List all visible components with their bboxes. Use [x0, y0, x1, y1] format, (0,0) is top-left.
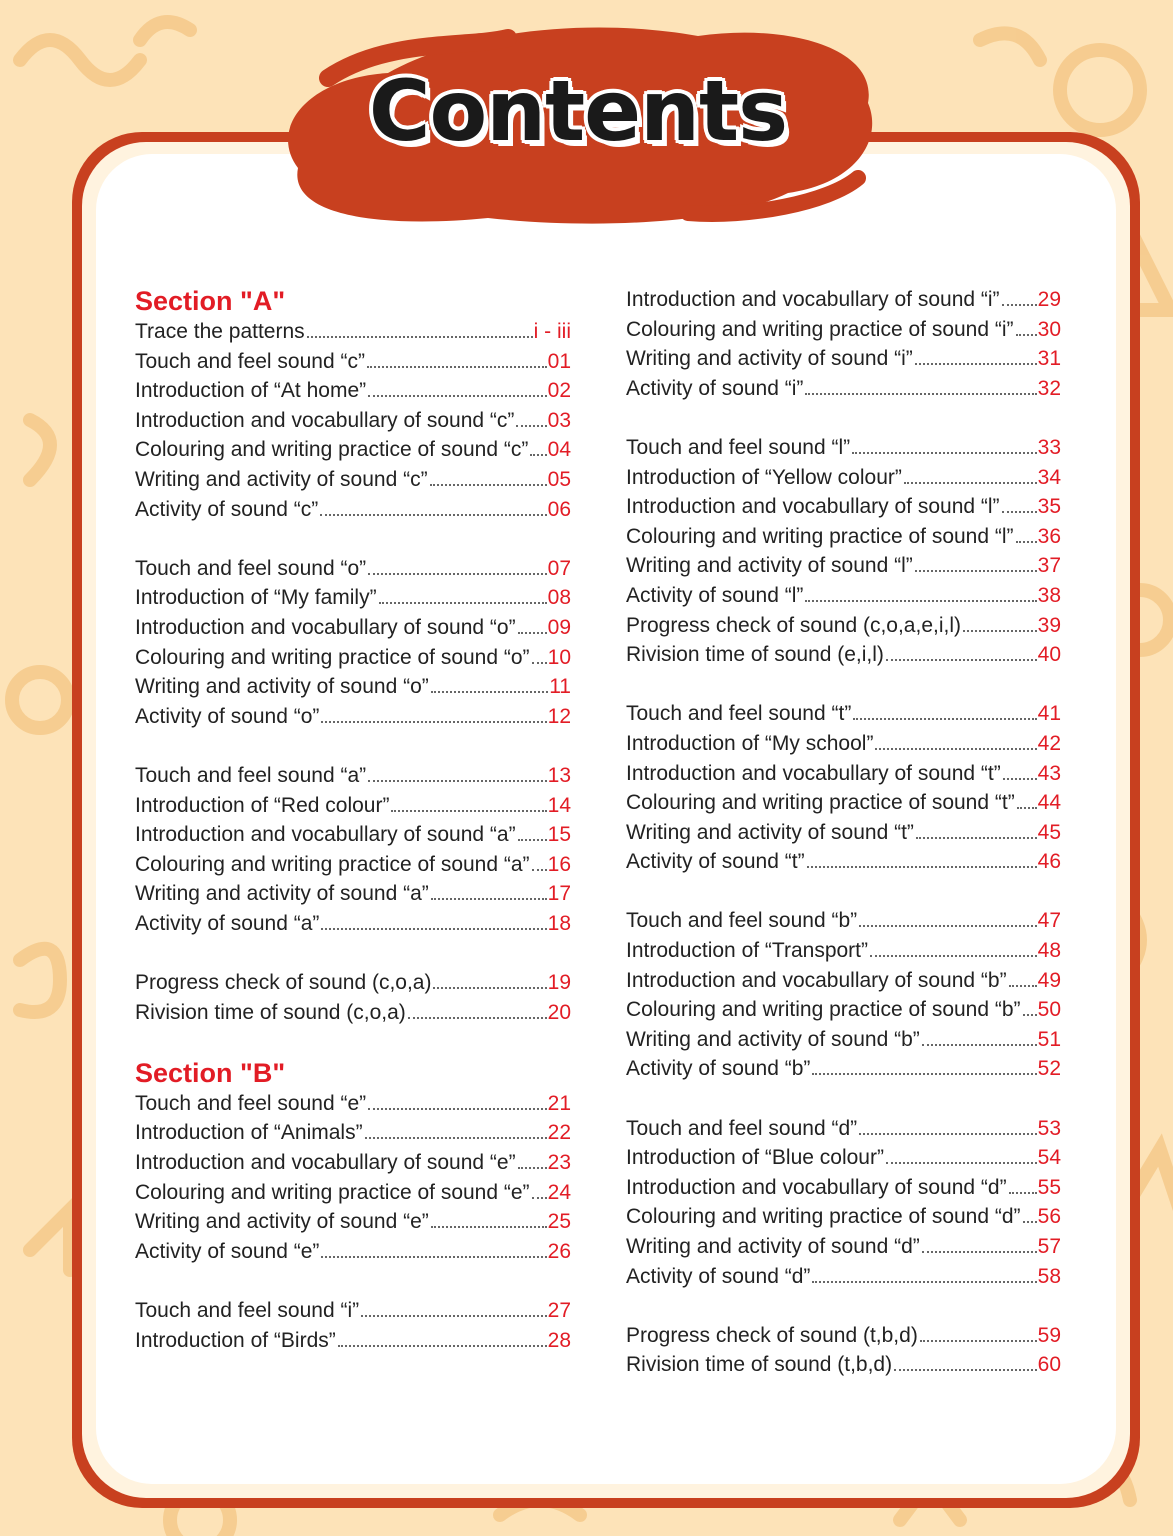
toc-entry-page-number: 27 [547, 1299, 571, 1322]
toc-entry-title: Rivision time of sound (e,i,l) [626, 643, 884, 667]
spacer [626, 1291, 1061, 1321]
toc-entry-title: Introduction of “Yellow colour” [626, 465, 902, 489]
toc-entry-title: Progress check of sound (t,b,d) [626, 1323, 918, 1347]
toc-entry-page-number: 12 [547, 704, 571, 728]
toc-entry-title: Colouring and writing practice of sound “e” [135, 1180, 530, 1204]
toc-entry-page-number: 13 [547, 763, 571, 787]
toc-entry [626, 1054, 1061, 1084]
toc-entry [626, 847, 1061, 877]
dot-leader [1016, 541, 1037, 543]
toc-entry-page-number: 38 [1037, 583, 1061, 607]
toc-entry [135, 613, 571, 643]
dot-leader [430, 484, 547, 486]
toc-entry-page-number: 49 [1037, 968, 1061, 992]
toc-entry [626, 1262, 1061, 1292]
dot-leader [886, 1162, 1037, 1164]
dot-leader [1016, 334, 1037, 336]
toc-entry-page-number: 57 [1037, 1235, 1061, 1258]
toc-entry-page-number: 10 [547, 645, 571, 669]
toc-entry-page-number: 54 [1037, 1146, 1061, 1170]
toc-entry [135, 406, 571, 436]
dot-leader [321, 1256, 546, 1258]
toc-entry [626, 818, 1061, 848]
toc-entry [135, 1237, 571, 1267]
toc-entry-page-number: 39 [1037, 613, 1061, 637]
dot-leader [431, 1226, 547, 1228]
toc-entry-page-number: 19 [547, 971, 571, 995]
toc-entry [135, 791, 571, 821]
toc-entry-title: Touch and feel sound “e” [135, 1091, 367, 1115]
page-title: Contents [368, 62, 788, 160]
toc-entry [626, 463, 1061, 493]
toc-entry-title: Writing and activity of sound “o” [135, 675, 429, 699]
toc-entry [626, 611, 1061, 641]
toc-entry [626, 1202, 1061, 1232]
toc-entry-title: Colouring and writing practice of sound “a” [135, 852, 530, 876]
contents-column-right [626, 285, 1061, 1380]
toc-entry [626, 433, 1061, 463]
toc-entry-title: Progress check of sound (c,o,a,e,i,l) [626, 613, 961, 637]
toc-entry-page-number: 31 [1037, 347, 1061, 371]
dot-leader [1002, 304, 1037, 306]
dot-leader [915, 570, 1037, 572]
dot-leader [307, 336, 533, 338]
toc-entry-title: Activity of sound “l” [626, 583, 804, 607]
toc-entry [135, 465, 571, 495]
dot-leader [518, 1167, 547, 1169]
toc-entry-title: Touch and feel sound “i” [135, 1299, 360, 1322]
toc-entry-title: Writing and activity of sound “e” [135, 1210, 429, 1234]
toc-entry [626, 1232, 1061, 1262]
toc-entry [626, 640, 1061, 670]
toc-entry-title: Writing and activity of sound “c” [135, 467, 428, 491]
toc-entry-page-number: 42 [1037, 731, 1061, 755]
toc-entry-page-number: 08 [547, 586, 571, 610]
toc-entry [626, 344, 1061, 374]
toc-entry-page-number: 22 [547, 1121, 571, 1145]
toc-entry [135, 1148, 571, 1178]
toc-entry-title: Activity of sound “t” [626, 850, 805, 874]
toc-entry-page-number: 43 [1037, 761, 1061, 785]
toc-entry-page-number: 20 [547, 1000, 571, 1024]
toc-entry-page-number: 17 [547, 882, 571, 906]
toc-entry [135, 554, 571, 584]
spacer [135, 1266, 571, 1296]
toc-entry-title: Colouring and writing practice of sound “c” [135, 438, 529, 462]
dot-leader [408, 1017, 547, 1019]
toc-entry [626, 1143, 1061, 1173]
toc-entry-page-number: 15 [547, 823, 571, 847]
toc-entry-page-number: 24 [547, 1180, 571, 1204]
toc-entry-page-number: 29 [1037, 288, 1061, 311]
toc-entry [626, 1025, 1061, 1055]
toc-entry-title: Activity of sound “e” [135, 1239, 320, 1263]
dot-leader [431, 691, 548, 693]
toc-entry [135, 347, 571, 377]
toc-entry [626, 729, 1061, 759]
dot-leader [805, 600, 1036, 602]
spacer [626, 403, 1061, 433]
dot-leader [532, 1197, 547, 1199]
toc-entry-title: Colouring and writing practice of sound “d” [626, 1205, 1021, 1229]
toc-entry-title: Rivision time of sound (t,b,d) [626, 1353, 893, 1377]
toc-entry-page-number: 30 [1037, 317, 1061, 341]
dot-leader [894, 1369, 1037, 1371]
dot-leader [516, 425, 546, 427]
toc-entry-title: Writing and activity of sound “i” [626, 347, 913, 371]
dot-leader [805, 393, 1036, 395]
toc-entry-page-number: 52 [1037, 1057, 1061, 1081]
toc-entry-page-number: 07 [547, 556, 571, 580]
toc-entry [135, 583, 571, 613]
toc-entry-title: Activity of sound “c” [135, 497, 319, 521]
toc-entry-title: Activity of sound “b” [626, 1057, 811, 1081]
toc-entry-title: Touch and feel sound “a” [135, 763, 367, 787]
toc-entry-title: Writing and activity of sound “t” [626, 820, 914, 844]
dot-leader [904, 482, 1037, 484]
toc-entry [135, 998, 571, 1028]
dot-leader [368, 780, 546, 782]
toc-entry-page-number: 48 [1037, 939, 1061, 963]
toc-entry-page-number: 58 [1037, 1264, 1061, 1288]
toc-entry-title: Introduction and vocabullary of sound “a” [135, 823, 516, 847]
toc-entry [135, 1178, 571, 1208]
toc-entry-title: Colouring and writing practice of sound “i” [626, 317, 1014, 341]
toc-entry-page-number: 55 [1037, 1175, 1061, 1199]
dot-leader [886, 659, 1037, 661]
toc-entry-title: Introduction and vocabullary of sound “d” [626, 1175, 1007, 1199]
toc-entry-page-number: 05 [547, 467, 571, 491]
dot-leader [391, 810, 546, 812]
toc-entry-page-number: 25 [547, 1210, 571, 1234]
toc-entry [626, 1114, 1061, 1144]
toc-entry-title: Introduction of “Blue colour” [626, 1146, 884, 1170]
dot-leader [1023, 1221, 1037, 1223]
toc-entry-page-number: i - iii [533, 320, 571, 343]
toc-entry-title: Activity of sound “o” [135, 704, 320, 728]
toc-entry [626, 936, 1061, 966]
dot-leader [365, 1137, 547, 1139]
toc-entry-page-number: 09 [547, 615, 571, 639]
dot-leader [853, 718, 1036, 720]
toc-entry-page-number: 44 [1037, 791, 1061, 815]
section-heading: Section "B" [135, 1057, 286, 1088]
toc-entry [135, 1089, 571, 1119]
toc-entry-page-number: 45 [1037, 820, 1061, 844]
dot-leader [518, 632, 547, 634]
toc-entry [626, 1321, 1061, 1351]
toc-entry [135, 1118, 571, 1148]
toc-entry-title: Introduction of “My family” [135, 586, 377, 610]
toc-entry-title: Touch and feel sound “d” [626, 1116, 858, 1140]
toc-entry [626, 906, 1061, 936]
toc-entry-page-number: 23 [547, 1151, 571, 1175]
toc-entry [626, 1350, 1061, 1380]
toc-entry-title: Introduction and vocabullary of sound “e” [135, 1151, 516, 1175]
toc-entry-page-number: 41 [1037, 702, 1061, 726]
toc-entry [135, 879, 571, 909]
toc-entry-page-number: 50 [1037, 998, 1061, 1022]
toc-entry-title: Touch and feel sound “l” [626, 435, 851, 459]
toc-entry-title: Touch and feel sound “o” [135, 556, 367, 580]
dot-leader [875, 748, 1036, 750]
dot-leader [320, 514, 546, 516]
toc-entry-title: Introduction and vocabullary of sound “b” [626, 968, 1007, 992]
toc-entry-page-number: 26 [547, 1239, 571, 1263]
toc-entry-title: Introduction of “Transport” [626, 939, 868, 963]
toc-entry-page-number: 36 [1037, 524, 1061, 548]
dot-leader [916, 837, 1037, 839]
spacer [135, 1027, 571, 1057]
toc-entry-title: Writing and activity of sound “b” [626, 1027, 920, 1051]
toc-entry-title: Introduction and vocabullary of sound “c” [135, 408, 515, 432]
toc-entry-title: Touch and feel sound “t” [626, 702, 852, 726]
dot-leader [1009, 985, 1037, 987]
toc-entry [135, 376, 571, 406]
toc-entry [626, 285, 1061, 315]
dot-leader [812, 1281, 1036, 1283]
toc-entry-page-number: 14 [547, 793, 571, 817]
toc-entry [135, 761, 571, 791]
dot-leader [379, 602, 547, 604]
dot-leader [859, 925, 1036, 927]
toc-entry-page-number: 32 [1037, 376, 1061, 400]
toc-entry-title: Introduction and vocabullary of sound “o” [135, 615, 516, 639]
spacer [135, 938, 571, 968]
spacer [135, 524, 571, 554]
dot-leader [812, 1073, 1036, 1075]
dot-leader [807, 866, 1037, 868]
toc-entry [135, 643, 571, 673]
toc-entry-title: Introduction of “Animals” [135, 1121, 363, 1145]
toc-entry-title: Writing and activity of sound “d” [626, 1235, 920, 1258]
dot-leader [963, 630, 1037, 632]
toc-entry [135, 820, 571, 850]
toc-entry-title: Writing and activity of sound “a” [135, 882, 429, 906]
toc-entry-page-number: 33 [1037, 435, 1061, 459]
dot-leader [431, 898, 547, 900]
spacer [626, 877, 1061, 907]
toc-entry-title: Colouring and writing practice of sound “l” [626, 524, 1014, 548]
toc-entry-title: Introduction of “Red colour” [135, 793, 390, 817]
spacer [626, 670, 1061, 700]
spacer [135, 731, 571, 761]
toc-entry-page-number: 47 [1037, 909, 1061, 933]
dot-leader [518, 839, 547, 841]
toc-entry [626, 788, 1061, 818]
toc-entry-page-number: 60 [1037, 1353, 1061, 1377]
toc-entry-title: Touch and feel sound “c” [135, 349, 365, 373]
toc-entry [135, 317, 571, 347]
toc-entry-title: Colouring and writing practice of sound “t” [626, 791, 1015, 815]
dot-leader [915, 363, 1037, 365]
toc-entry-page-number: 34 [1037, 465, 1061, 489]
toc-entry-page-number: 03 [547, 408, 571, 432]
toc-entry [626, 1173, 1061, 1203]
toc-entry-title: Activity of sound “a” [135, 911, 320, 935]
dot-leader [321, 928, 546, 930]
toc-entry-page-number: 18 [547, 911, 571, 935]
toc-entry [626, 759, 1061, 789]
toc-entry [626, 699, 1061, 729]
toc-entry-page-number: 51 [1037, 1027, 1061, 1051]
toc-entry [626, 581, 1061, 611]
dot-leader [532, 662, 547, 664]
toc-entry-page-number: 56 [1037, 1205, 1061, 1229]
toc-entry [135, 435, 571, 465]
toc-entry [135, 672, 571, 702]
contents-column-left [135, 285, 571, 1355]
dot-leader [433, 987, 546, 989]
toc-entry [626, 315, 1061, 345]
toc-entry-page-number: 37 [1037, 554, 1061, 578]
dot-leader [920, 1340, 1037, 1342]
toc-entry-page-number: 04 [547, 438, 571, 462]
toc-entry [626, 995, 1061, 1025]
toc-entry [626, 551, 1061, 581]
dot-leader [1003, 778, 1037, 780]
dot-leader [368, 395, 547, 397]
toc-entry [135, 968, 571, 998]
dot-leader [530, 454, 546, 456]
dot-leader [1023, 1014, 1037, 1016]
toc-entry-title: Activity of sound “i” [626, 376, 804, 400]
toc-entry-title: Activity of sound “d” [626, 1264, 811, 1288]
toc-entry-page-number: 06 [547, 497, 571, 521]
dot-leader [532, 869, 547, 871]
dot-leader [368, 573, 546, 575]
toc-entry-title: Trace the patterns [135, 320, 305, 343]
dot-leader [852, 452, 1037, 454]
toc-entry-page-number: 46 [1037, 850, 1061, 874]
toc-entry-title: Introduction of “My school” [626, 731, 874, 755]
toc-entry-title: Progress check of sound (c,o,a) [135, 971, 432, 995]
toc-entry-title: Introduction of “Birds” [135, 1328, 336, 1352]
toc-entry-title: Colouring and writing practice of sound “b” [626, 998, 1021, 1022]
toc-entry-page-number: 40 [1037, 643, 1061, 667]
toc-entry-title: Touch and feel sound “b” [626, 909, 858, 933]
toc-entry [135, 1207, 571, 1237]
toc-entry-page-number: 02 [547, 379, 571, 403]
toc-entry-page-number: 21 [547, 1091, 571, 1115]
toc-entry-page-number: 59 [1037, 1323, 1061, 1347]
dot-leader [859, 1133, 1036, 1135]
dot-leader [321, 721, 546, 723]
toc-entry-title: Introduction of “At home” [135, 379, 367, 403]
dot-leader [361, 1315, 547, 1317]
toc-entry [626, 522, 1061, 552]
dot-leader [922, 1251, 1037, 1253]
toc-entry [135, 495, 571, 525]
toc-entry-title: Introduction and vocabullary of sound “t” [626, 761, 1001, 785]
toc-entry-page-number: 35 [1037, 495, 1061, 519]
toc-entry [135, 850, 571, 880]
dot-leader [1017, 807, 1037, 809]
toc-entry-title: Rivision time of sound (c,o,a) [135, 1000, 406, 1024]
toc-entry [626, 374, 1061, 404]
toc-entry [626, 966, 1061, 996]
toc-entry-title: Introduction and vocabullary of sound “i” [626, 288, 1000, 311]
dot-leader [367, 366, 547, 368]
dot-leader [922, 1044, 1037, 1046]
toc-entry [135, 1326, 571, 1356]
toc-entry-title: Writing and activity of sound “l” [626, 554, 913, 578]
spacer [626, 1084, 1061, 1114]
toc-entry [135, 909, 571, 939]
dot-leader [368, 1108, 546, 1110]
toc-entry [626, 492, 1061, 522]
dot-leader [870, 955, 1037, 957]
dot-leader [1009, 1192, 1037, 1194]
toc-entry [135, 702, 571, 732]
toc-entry-page-number: 11 [549, 675, 571, 699]
toc-entry-page-number: 28 [547, 1328, 571, 1352]
toc-entry-page-number: 01 [547, 349, 571, 373]
toc-entry [135, 1296, 571, 1326]
section-heading: Section "A" [135, 286, 286, 316]
toc-entry-page-number: 16 [547, 852, 571, 876]
dot-leader [1002, 511, 1037, 513]
dot-leader [338, 1345, 547, 1347]
toc-entry-title: Colouring and writing practice of sound “o” [135, 645, 530, 669]
toc-entry-page-number: 53 [1037, 1116, 1061, 1140]
toc-entry-title: Introduction and vocabullary of sound “l” [626, 495, 1000, 519]
